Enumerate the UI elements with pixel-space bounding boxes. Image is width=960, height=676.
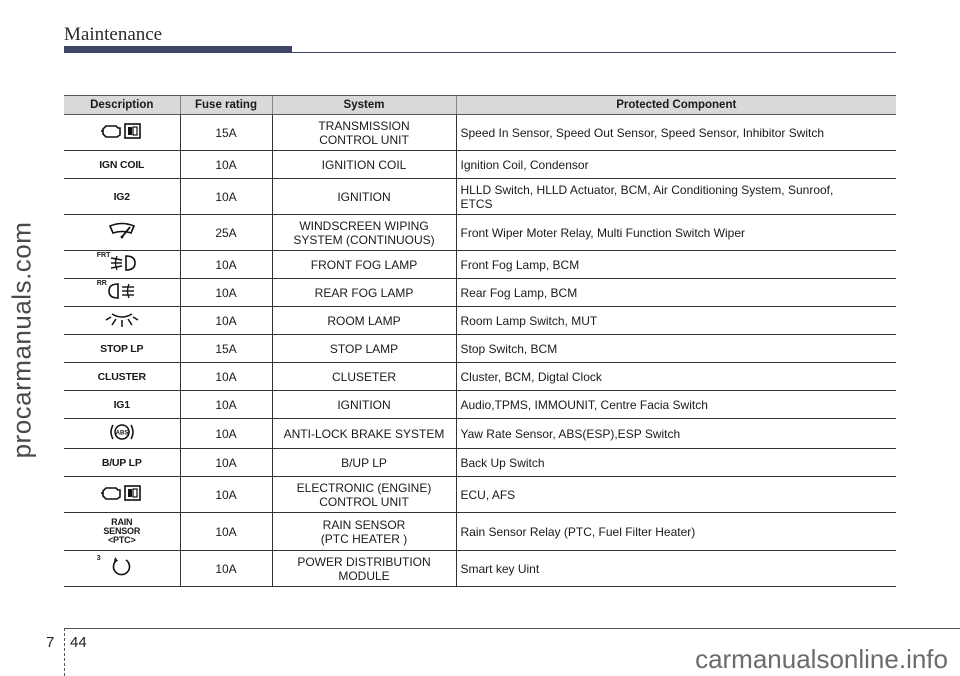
description-label: IG1	[113, 399, 130, 411]
engine-transmission-icon	[100, 121, 144, 141]
cell-protected-component: Yaw Rate Sensor, ABS(ESP),ESP Switch	[456, 419, 896, 449]
icon-tag-label: 3	[96, 555, 101, 562]
page-number: 44	[70, 634, 87, 651]
cell-system: FRONT FOG LAMP	[272, 251, 456, 279]
table-row	[64, 335, 896, 363]
page-header-title: Maintenance	[64, 24, 163, 45]
cell-description	[64, 551, 180, 587]
description-label: IG2	[113, 191, 130, 203]
fuse-table	[64, 95, 896, 587]
description-label: CLUSTER	[97, 371, 146, 383]
cell-protected-component: Smart key Uint	[456, 551, 896, 587]
cell-description	[64, 513, 180, 551]
table-row	[64, 391, 896, 419]
icon-tag-label: FRT	[96, 252, 111, 259]
cell-system: REAR FOG LAMP	[272, 279, 456, 307]
description-label: B/UP LP	[101, 457, 142, 469]
cell-fuse-rating: 10A	[180, 307, 272, 335]
cell-system: IGNITION	[272, 391, 456, 419]
cell-system: POWER DISTRIBUTION MODULE	[272, 551, 456, 587]
description-label: IGN COIL	[99, 159, 145, 171]
cell-fuse-rating: 10A	[180, 477, 272, 513]
table-row	[64, 363, 896, 391]
cell-system: ANTI-LOCK BRAKE SYSTEM	[272, 419, 456, 449]
chapter-number: 7	[46, 634, 55, 651]
cell-fuse-rating: 10A	[180, 449, 272, 477]
cell-system: ROOM LAMP	[272, 307, 456, 335]
cell-fuse-rating: 10A	[180, 513, 272, 551]
cell-protected-component: Back Up Switch	[456, 449, 896, 477]
cell-fuse-rating: 10A	[180, 419, 272, 449]
description-label: STOP LP	[100, 343, 144, 355]
cell-system: B/UP LP	[272, 449, 456, 477]
table-row	[64, 307, 896, 335]
cell-system: TRANSMISSION CONTROL UNIT	[272, 115, 456, 151]
cell-protected-component: ECU, AFS	[456, 477, 896, 513]
cell-description	[64, 179, 180, 215]
cell-protected-component: Ignition Coil, Condensor	[456, 151, 896, 179]
table-row	[64, 551, 896, 587]
table-row	[64, 115, 896, 151]
cell-description	[64, 215, 180, 251]
table-row	[64, 215, 896, 251]
footer-divider	[64, 628, 65, 676]
cell-protected-component: Front Fog Lamp, BCM	[456, 251, 896, 279]
header-rule	[64, 52, 896, 53]
cell-protected-component: Audio,TPMS, IMMOUNIT, Centre Facia Switch	[456, 391, 896, 419]
table-row	[64, 449, 896, 477]
svg-text:ABS: ABS	[115, 430, 129, 437]
cell-fuse-rating: 10A	[180, 551, 272, 587]
cell-description	[64, 151, 180, 179]
cell-system: IGNITION COIL	[272, 151, 456, 179]
footer-rule	[64, 628, 960, 629]
table-row	[64, 513, 896, 551]
cell-protected-component: Room Lamp Switch, MUT	[456, 307, 896, 335]
side-watermark	[2, 160, 42, 520]
cell-fuse-rating: 10A	[180, 391, 272, 419]
cell-protected-component: Speed In Sensor, Speed Out Sensor, Speed Sensor, Inhibitor Switch	[456, 115, 896, 151]
cell-fuse-rating: 10A	[180, 251, 272, 279]
engine-transmission-icon	[100, 483, 144, 503]
cell-system: IGNITION	[272, 179, 456, 215]
cell-protected-component: Rear Fog Lamp, BCM	[456, 279, 896, 307]
cell-fuse-rating: 15A	[180, 115, 272, 151]
col-fuse-rating: Fuse rating	[180, 96, 272, 115]
table-row	[64, 151, 896, 179]
cell-fuse-rating: 10A	[180, 151, 272, 179]
front-fog-lamp-icon	[96, 252, 137, 273]
cell-protected-component: Front Wiper Moter Relay, Multi Function Switch Wiper	[456, 215, 896, 251]
table-header-row	[64, 96, 896, 115]
rear-fog-lamp-icon	[96, 280, 137, 301]
col-description: Description	[64, 96, 180, 115]
cell-description	[64, 307, 180, 335]
cell-protected-component: Rain Sensor Relay (PTC, Fuel Filter Heater)	[456, 513, 896, 551]
description-label: RAIN SENSOR <PTC>	[103, 516, 141, 545]
table-row	[64, 279, 896, 307]
cell-fuse-rating: 10A	[180, 279, 272, 307]
cell-description	[64, 115, 180, 151]
cell-protected-component: HLLD Switch, HLLD Actuator, BCM, Air Conditioning System, Sunroof, ETCS	[456, 179, 896, 215]
wiper-icon	[107, 221, 137, 241]
cell-protected-component: Stop Switch, BCM	[456, 335, 896, 363]
table-row	[64, 251, 896, 279]
cell-system: CLUSETER	[272, 363, 456, 391]
cell-description	[64, 251, 180, 279]
cell-fuse-rating: 15A	[180, 335, 272, 363]
cell-description	[64, 419, 180, 449]
cell-system: STOP LAMP	[272, 335, 456, 363]
cell-system: WINDSCREEN WIPING SYSTEM (CONTINUOUS)	[272, 215, 456, 251]
col-protected-component: Protected Component	[456, 96, 896, 115]
power-distribution-icon	[96, 555, 137, 578]
table-row	[64, 477, 896, 513]
cell-description	[64, 477, 180, 513]
fuse-table-body	[64, 115, 896, 587]
cell-fuse-rating: 10A	[180, 363, 272, 391]
table-row	[64, 419, 896, 449]
side-watermark-text: procarmanuals.com	[6, 221, 37, 459]
cell-description	[64, 391, 180, 419]
cell-description	[64, 363, 180, 391]
cell-system: RAIN SENSOR (PTC HEATER )	[272, 513, 456, 551]
abs-icon	[105, 421, 139, 443]
table-row	[64, 179, 896, 215]
cell-description	[64, 449, 180, 477]
cell-protected-component: Cluster, BCM, Digtal Clock	[456, 363, 896, 391]
cell-fuse-rating: 25A	[180, 215, 272, 251]
bottom-watermark: carmanualsonline.info	[695, 644, 948, 674]
room-lamp-icon	[104, 309, 140, 329]
icon-tag-label: RR	[96, 280, 107, 287]
col-system: System	[272, 96, 456, 115]
cell-system: ELECTRONIC (ENGINE) CONTROL UNIT	[272, 477, 456, 513]
cell-fuse-rating: 10A	[180, 179, 272, 215]
cell-description	[64, 335, 180, 363]
cell-description	[64, 279, 180, 307]
